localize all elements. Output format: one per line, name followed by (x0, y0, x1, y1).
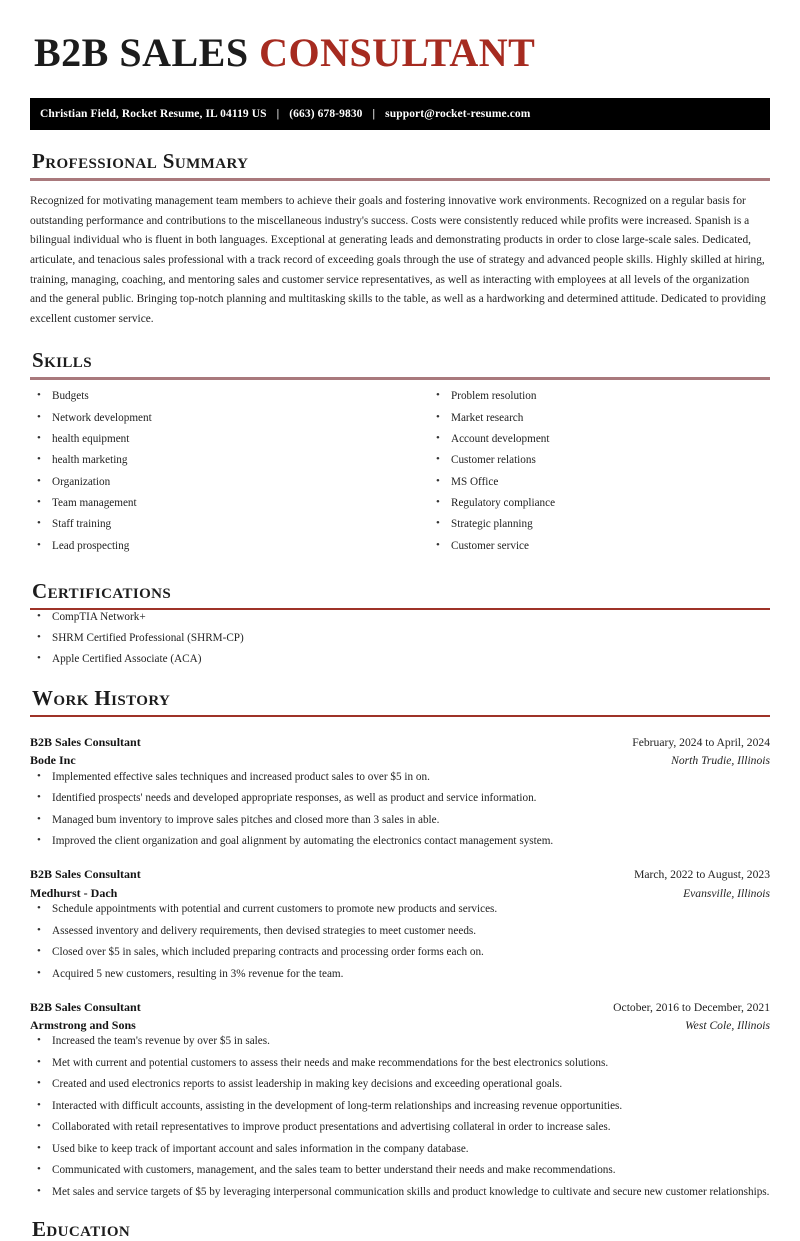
job-title: B2B Sales Consultant (30, 734, 141, 749)
list-item: • Customer service (429, 539, 770, 554)
contact-bar-text (40, 108, 530, 120)
list-item: • Lead prospecting (30, 539, 400, 554)
section-divider-summary (30, 178, 770, 181)
list-item: • Interacted with difficult accounts, assisting in the development of long-term relationships and increasing revenue opportunities. (30, 1099, 770, 1114)
job-company-row (30, 884, 770, 902)
section-professional-summary (30, 150, 770, 329)
list-item: • health equipment (30, 432, 400, 447)
skills-columns (30, 389, 770, 559)
work-history-entry (30, 733, 770, 849)
list-item: • Budgets (30, 389, 400, 404)
list-item: • Created and used electronics reports to assist leadership in making key decisions and exceeding operational goals. (30, 1077, 770, 1092)
list-item: • Staff training (30, 517, 400, 532)
page-title-primary: B2B SALES (34, 30, 249, 75)
job-title: B2B Sales Consultant (30, 999, 141, 1014)
skills-list-left (30, 389, 400, 553)
list-item: • CompTIA Network+ (30, 610, 770, 625)
list-item: • Identified prospects' needs and developed appropriate responses, as well as product and service information. (30, 791, 770, 806)
list-item: • Implemented effective sales techniques and increased product sales to over $5 in on. (30, 770, 770, 785)
list-item: • Network development (30, 411, 400, 426)
job-title-row (30, 733, 770, 751)
page-title-accent: CONSULTANT (259, 30, 536, 75)
job-location: Evansville, Illinois (683, 886, 770, 900)
job-company-row (30, 751, 770, 769)
job-dates: October, 2016 to December, 2021 (613, 1000, 770, 1014)
skills-column-right (400, 389, 770, 559)
list-item: • Organization (30, 475, 400, 490)
job-company: Armstrong and Sons (30, 1018, 136, 1033)
list-item: • Met sales and service targets of $5 by leveraging interpersonal communication skills and product knowledge to cultivate and secure new customer relationships. (30, 1185, 770, 1200)
certifications-list (30, 610, 770, 668)
list-item: • MS Office (429, 475, 770, 490)
job-company: Medhurst - Dach (30, 885, 118, 900)
list-item: • Used bike to keep track of important account and sales information in the company database. (30, 1142, 770, 1157)
list-item: • Improved the client organization and goal alignment by automating the electronics contact management system. (30, 834, 770, 849)
list-item: • Customer relations (429, 453, 770, 468)
job-bullet-list (30, 1034, 770, 1200)
job-bullet-list (30, 770, 770, 850)
page-title (34, 32, 770, 74)
job-dates: February, 2024 to April, 2024 (632, 735, 770, 749)
list-item: • Schedule appointments with potential and current customers to promote new products and services. (30, 902, 770, 917)
list-item: • Communicated with customers, management, and the sales team to better understand their needs and make recommendations. (30, 1163, 770, 1178)
list-item: • Managed bum inventory to improve sales pitches and closed more than 3 sales in able. (30, 813, 770, 828)
list-item: • Acquired 5 new customers, resulting in 3% revenue for the team. (30, 967, 770, 982)
contact-phone[interactable]: (663) 678-9830 (289, 108, 363, 120)
contact-separator-1: | (276, 108, 280, 120)
job-company: Bode Inc (30, 753, 76, 768)
job-title: B2B Sales Consultant (30, 867, 141, 882)
section-heading-skills: Skills (32, 348, 92, 373)
section-heading-summary: Professional Summary (32, 149, 249, 173)
section-heading-certifications: Certifications (32, 578, 172, 603)
skills-list-right (429, 389, 770, 553)
job-dates: March, 2022 to August, 2023 (634, 868, 770, 882)
list-item: • health marketing (30, 453, 400, 468)
contact-name-address: Christian Field, Rocket Resume, IL 04119 US (40, 108, 267, 120)
job-company-row (30, 1016, 770, 1034)
summary-body-text: Recognized for motivating management team members to achieve their goals and fostering innovative work environments. Recognized on a regular basis for outstanding performance and contributions to the miscellaneous industry's success. Costs were consistently reduced while profits were increased. Spanish is a bilingual individual who is fluent in both languages. Exceptional at generating leads and demonstrating products in order to close large-scale sales. Dedicated, articulate, and tenacious sales professional with a track record of exceeding goals through the use of strategy and advanced people skills. Highly skilled at hiring, training, managing, coaching, and mentoring sales and customer service representatives, as well as interacting with employees at all levels of the organization and the general public. Bringing top-notch planning and multitasking skills to the table, as well as a hardworking and determined attitude. Dedicated to providing excellent customer service. (30, 195, 766, 325)
skills-column-left (30, 389, 400, 559)
section-heading-education: Education (32, 1217, 131, 1241)
section-heading-work-history: Work History (32, 686, 171, 711)
list-item: • Met with current and potential customers to assess their needs and make recommendations for the best electronics solutions. (30, 1056, 770, 1071)
job-location: North Trudie, Illinois (671, 754, 770, 768)
list-item: • Strategic planning (429, 517, 770, 532)
list-item: • SHRM Certified Professional (SHRM-CP) (30, 631, 770, 646)
contact-email[interactable]: support@rocket-resume.com (385, 108, 531, 120)
job-location: West Cole, Illinois (685, 1019, 770, 1033)
list-item: • Problem resolution (429, 389, 770, 404)
list-item: • Regulatory compliance (429, 496, 770, 511)
job-title-row (30, 865, 770, 883)
section-education (30, 1218, 770, 1241)
work-history-entry (30, 998, 770, 1200)
list-item: • Increased the team's revenue by over $5 in sales. (30, 1034, 770, 1049)
section-divider-skills (30, 377, 770, 380)
contact-bar (30, 98, 770, 130)
list-item: • Account development (429, 432, 770, 447)
contact-separator-2: | (372, 108, 376, 120)
job-bullet-list (30, 902, 770, 982)
job-title-row (30, 998, 770, 1016)
section-work-history (30, 687, 770, 1200)
work-history-entry (30, 865, 770, 981)
list-item: • Apple Certified Associate (ACA) (30, 652, 770, 667)
list-item: • Market research (429, 411, 770, 426)
list-item: • Assessed inventory and delivery requirements, then devised strategies to meet customer needs. (30, 924, 770, 939)
list-item: • Closed over $5 in sales, which included preparing contracts and processing order forms each on. (30, 945, 770, 960)
list-item: • Team management (30, 496, 400, 511)
list-item: • Collaborated with retail representatives to improve product presentations and advertising collateral in order to increase sales. (30, 1120, 770, 1135)
section-certifications (30, 580, 770, 667)
section-divider-work-history (30, 715, 770, 717)
section-skills (30, 349, 770, 559)
